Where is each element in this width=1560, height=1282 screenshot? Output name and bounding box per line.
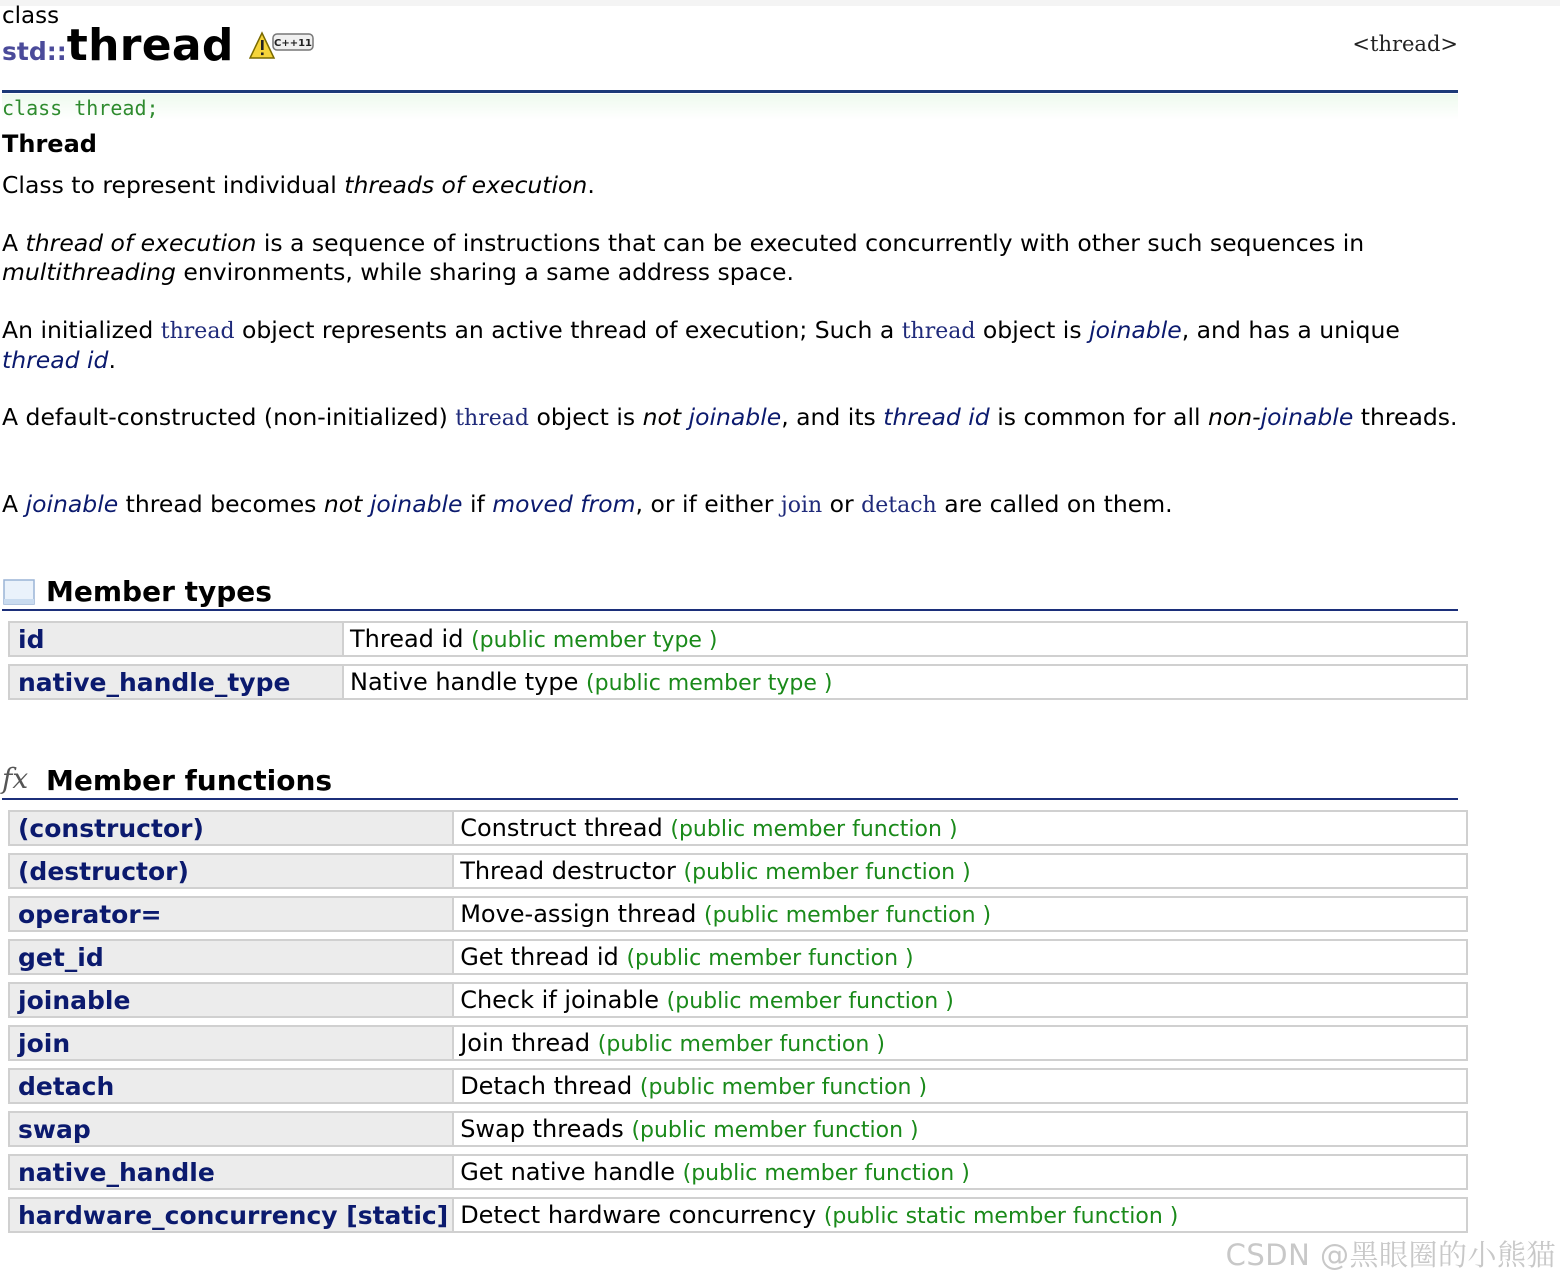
paragraph-3: An initialized thread object represents an active thread of execution; Such a thread object is joinable, and has a unique thread id. bbox=[2, 316, 1400, 374]
table-row bbox=[8, 664, 1468, 700]
header-file-tag[interactable]: <thread> bbox=[1352, 32, 1458, 56]
top-border bbox=[0, 0, 1560, 6]
declaration-box bbox=[2, 94, 1458, 120]
member-description: Construct thread (public member function ) bbox=[452, 810, 1468, 846]
member-name-link[interactable]: detach bbox=[8, 1068, 452, 1104]
member-types-table bbox=[8, 614, 1468, 707]
member-description: Detect hardware concurrency (public static member function ) bbox=[452, 1197, 1468, 1233]
joinable-link[interactable]: joinable bbox=[25, 490, 119, 518]
member-description: Get native handle (public member function ) bbox=[452, 1154, 1468, 1190]
member-types-section bbox=[2, 575, 1458, 609]
entity-kind: class bbox=[2, 3, 60, 29]
table-row bbox=[8, 1068, 1468, 1104]
thread-id-link[interactable]: thread id bbox=[2, 346, 109, 374]
member-kind: (public member function ) bbox=[626, 946, 914, 971]
table-row bbox=[8, 1111, 1468, 1147]
member-description: Check if joinable (public member function ) bbox=[452, 982, 1468, 1018]
member-kind: (public member function ) bbox=[670, 817, 958, 842]
table-row bbox=[8, 1197, 1468, 1233]
detach-link[interactable]: detach bbox=[861, 493, 937, 518]
member-name-link[interactable]: joinable bbox=[8, 982, 452, 1018]
member-name-link[interactable]: id bbox=[8, 621, 342, 657]
member-kind: (public static member function ) bbox=[823, 1204, 1179, 1229]
section-rule bbox=[2, 609, 1458, 611]
joinable-link[interactable]: joinable bbox=[369, 490, 463, 518]
moved-from-link[interactable]: moved from bbox=[492, 490, 636, 518]
member-kind: (public member function ) bbox=[703, 903, 992, 928]
class-name: thread bbox=[66, 20, 234, 71]
paragraph-4: A default-constructed (non-initialized) thread object is not joinable, and its thread id is common for all non-joinable threads. bbox=[2, 403, 1458, 431]
member-description: Swap threads (public member function ) bbox=[452, 1111, 1468, 1147]
member-functions-heading: fx Member functions bbox=[2, 762, 333, 797]
namespace-label: std:: bbox=[2, 37, 67, 66]
title-bar bbox=[2, 20, 1458, 80]
table-row bbox=[8, 939, 1468, 975]
table-row bbox=[8, 853, 1468, 889]
member-name-link[interactable]: join bbox=[8, 1025, 452, 1061]
joinable-link[interactable]: joinable bbox=[688, 403, 782, 431]
badge-label: C++11 bbox=[273, 38, 312, 49]
member-name-link[interactable]: (destructor) bbox=[8, 853, 452, 889]
thread-link[interactable]: thread bbox=[901, 319, 976, 344]
member-name-link[interactable]: hardware_concurrency [static] bbox=[8, 1197, 452, 1233]
thread-link[interactable]: thread bbox=[455, 406, 529, 431]
member-functions-section bbox=[2, 764, 1458, 798]
member-kind: (public member type ) bbox=[471, 628, 718, 653]
member-name-link[interactable]: (constructor) bbox=[8, 810, 452, 846]
member-kind: (public member function ) bbox=[639, 1075, 928, 1100]
member-description: Native handle type (public member type ) bbox=[342, 664, 1468, 700]
paragraph-5: A joinable thread becomes not joinable if moved from, or if either join or detach are called on them. bbox=[2, 490, 1173, 518]
member-kind: (public member function ) bbox=[631, 1118, 919, 1143]
table-row bbox=[8, 621, 1468, 657]
member-kind: (public member function ) bbox=[682, 1161, 970, 1186]
member-kind: (public member type ) bbox=[586, 671, 833, 696]
section-rule bbox=[2, 798, 1458, 800]
member-description: Get thread id (public member function ) bbox=[452, 939, 1468, 975]
join-link[interactable]: join bbox=[780, 493, 823, 518]
title-rule bbox=[2, 90, 1458, 93]
member-functions-table bbox=[8, 803, 1468, 1240]
member-name-link[interactable]: operator= bbox=[8, 896, 452, 932]
member-name-link[interactable]: get_id bbox=[8, 939, 452, 975]
member-description: Move-assign thread (public member function ) bbox=[452, 896, 1468, 932]
table-row bbox=[8, 1154, 1468, 1190]
paragraph-2: A thread of execution is a sequence of instructions that can be executed concurrently with other such sequences in multithreading environments, while sharing a same address space. bbox=[2, 229, 1365, 286]
member-types-heading: Member types bbox=[2, 575, 1458, 609]
joinable-link[interactable]: joinable bbox=[1089, 316, 1182, 344]
member-kind: (public member function ) bbox=[666, 989, 954, 1014]
paragraph-1: Class to represent individual threads of execution. bbox=[2, 171, 595, 199]
member-name-link[interactable]: native_handle bbox=[8, 1154, 452, 1190]
thread-link[interactable]: thread bbox=[160, 319, 235, 344]
function-fx-icon: fx bbox=[2, 762, 29, 795]
member-description: Join thread (public member function ) bbox=[452, 1025, 1468, 1061]
member-kind: (public member function ) bbox=[683, 860, 971, 885]
member-description: Detach thread (public member function ) bbox=[452, 1068, 1468, 1104]
member-kind: (public member function ) bbox=[597, 1032, 885, 1057]
table-row bbox=[8, 896, 1468, 932]
member-description: Thread id (public member type ) bbox=[342, 621, 1468, 657]
member-name-link[interactable]: native_handle_type bbox=[8, 664, 342, 700]
joinable-link[interactable]: joinable bbox=[1260, 403, 1354, 431]
table-row bbox=[8, 1025, 1468, 1061]
member-name-link[interactable]: swap bbox=[8, 1111, 452, 1147]
thread-id-link[interactable]: thread id bbox=[883, 403, 990, 431]
cpp11-warning-icon[interactable] bbox=[249, 30, 315, 62]
member-description: Thread destructor (public member function ) bbox=[452, 853, 1468, 889]
page-title bbox=[2, 21, 315, 80]
csdn-watermark: CSDN @黑眼圈的小熊猫 bbox=[1225, 1238, 1556, 1272]
table-row bbox=[8, 810, 1468, 846]
declaration-code: class thread; bbox=[2, 96, 159, 120]
table-row bbox=[8, 982, 1468, 1018]
short-description: Thread bbox=[2, 130, 97, 158]
